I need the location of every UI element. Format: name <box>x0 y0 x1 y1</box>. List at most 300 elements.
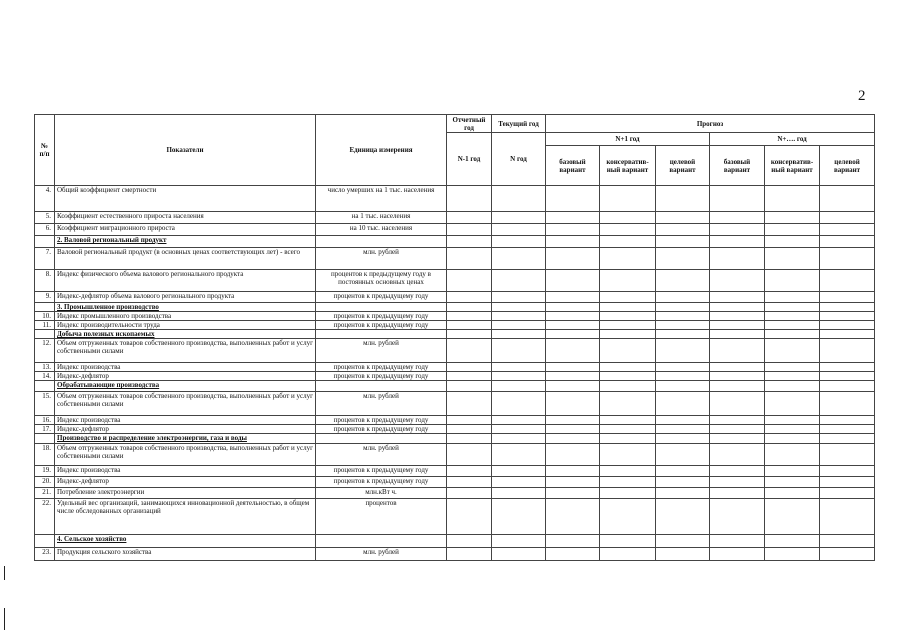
value-cell <box>820 466 875 477</box>
value-cell <box>765 321 820 330</box>
value-cell <box>710 270 765 292</box>
value-cell <box>600 499 656 535</box>
section-title: Производство и распределение электроэнергии, газа и воды <box>55 434 316 444</box>
table-row <box>35 488 875 499</box>
table-row <box>35 270 875 292</box>
value-cell <box>765 303 820 312</box>
section-row <box>35 236 875 248</box>
indicator-name: Объем отгруженных товаров собственного производства, выполненных работ и услуг собственными силами <box>55 339 316 363</box>
unit-cell: млн. рублей <box>316 548 447 561</box>
row-number: 13. <box>35 363 55 372</box>
row-number: 7. <box>35 248 55 270</box>
section-row <box>35 434 875 444</box>
value-cell <box>546 321 600 330</box>
value-cell <box>447 548 492 561</box>
table-row <box>35 292 875 303</box>
section-row <box>35 535 875 548</box>
value-cell <box>546 499 600 535</box>
row-number: 10. <box>35 312 55 321</box>
value-cell <box>492 499 546 535</box>
value-cell <box>765 270 820 292</box>
value-cell <box>492 392 546 416</box>
row-number: 18. <box>35 444 55 466</box>
header-n-plus-1: N+1 год <box>546 133 710 146</box>
value-cell <box>546 339 600 363</box>
value-cell <box>765 535 820 548</box>
table-row <box>35 425 875 434</box>
value-cell <box>765 434 820 444</box>
value-cell <box>600 392 656 416</box>
value-cell <box>492 224 546 236</box>
value-cell <box>492 535 546 548</box>
value-cell <box>492 444 546 466</box>
value-cell <box>656 248 710 270</box>
value-cell <box>600 477 656 488</box>
value-cell <box>492 372 546 381</box>
unit-cell: млн. рублей <box>316 392 447 416</box>
value-cell <box>492 186 546 212</box>
value-cell <box>546 186 600 212</box>
table-body <box>35 186 875 561</box>
section-row <box>35 330 875 339</box>
table-row <box>35 499 875 535</box>
value-cell <box>546 303 600 312</box>
value-cell <box>546 212 600 224</box>
value-cell <box>765 499 820 535</box>
value-cell <box>765 488 820 499</box>
table-row <box>35 363 875 372</box>
value-cell <box>447 236 492 248</box>
value-cell <box>820 330 875 339</box>
value-cell <box>447 212 492 224</box>
value-cell <box>492 548 546 561</box>
value-cell <box>820 381 875 392</box>
value-cell <box>656 499 710 535</box>
table-row <box>35 392 875 416</box>
value-cell <box>710 330 765 339</box>
margin-mark <box>4 566 5 580</box>
value-cell <box>600 292 656 303</box>
indicator-name: Индекс производства <box>55 416 316 425</box>
table-row <box>35 224 875 236</box>
value-cell <box>600 381 656 392</box>
value-cell <box>820 303 875 312</box>
indicator-name: Общий коэффициент смертности <box>55 186 316 212</box>
indicator-name: Потребление электроэнергии <box>55 488 316 499</box>
value-cell <box>820 477 875 488</box>
value-cell <box>820 548 875 561</box>
value-cell <box>765 248 820 270</box>
value-cell <box>765 444 820 466</box>
value-cell <box>492 312 546 321</box>
value-cell <box>820 321 875 330</box>
value-cell <box>765 224 820 236</box>
value-cell <box>710 248 765 270</box>
value-cell <box>492 270 546 292</box>
table-row <box>35 248 875 270</box>
value-cell <box>656 444 710 466</box>
value-cell <box>820 444 875 466</box>
value-cell <box>820 186 875 212</box>
table-row <box>35 186 875 212</box>
value-cell <box>656 372 710 381</box>
value-cell <box>492 466 546 477</box>
row-number: 17. <box>35 425 55 434</box>
value-cell <box>600 236 656 248</box>
value-cell <box>546 488 600 499</box>
row-number: 4. <box>35 186 55 212</box>
value-cell <box>546 330 600 339</box>
value-cell <box>492 212 546 224</box>
indicator-name: Коэффициент миграционного прироста <box>55 224 316 236</box>
value-cell <box>820 488 875 499</box>
unit-cell: число умерших на 1 тыс. населения <box>316 186 447 212</box>
header-current-year: Текущий год <box>492 115 546 133</box>
value-cell <box>600 303 656 312</box>
indicator-name: Индекс физического объема валового регионального продукта <box>55 270 316 292</box>
value-cell <box>600 416 656 425</box>
value-cell <box>765 416 820 425</box>
table-row <box>35 372 875 381</box>
row-number: 14. <box>35 372 55 381</box>
section-title: Добыча полезных ископаемых <box>55 330 316 339</box>
value-cell <box>710 535 765 548</box>
value-cell <box>600 488 656 499</box>
value-cell <box>600 548 656 561</box>
unit-cell: процентов к предыдущему году <box>316 466 447 477</box>
value-cell <box>656 212 710 224</box>
row-number: 19. <box>35 466 55 477</box>
indicator-name: Индекс производства <box>55 363 316 372</box>
value-cell <box>710 425 765 434</box>
value-cell <box>600 212 656 224</box>
value-cell <box>765 292 820 303</box>
value-cell <box>656 270 710 292</box>
value-cell <box>447 339 492 363</box>
value-cell <box>765 372 820 381</box>
value-cell <box>710 236 765 248</box>
value-cell <box>447 248 492 270</box>
unit-cell <box>316 303 447 312</box>
unit-cell <box>316 330 447 339</box>
indicator-name: Валовой региональный продукт (в основных ценах соответствующих лет) - всего <box>55 248 316 270</box>
value-cell <box>710 212 765 224</box>
value-cell <box>546 224 600 236</box>
value-cell <box>710 466 765 477</box>
value-cell <box>546 477 600 488</box>
value-cell <box>765 381 820 392</box>
value-cell <box>447 330 492 339</box>
value-cell <box>600 248 656 270</box>
value-cell <box>492 363 546 372</box>
section-title: 3. Промышленное производство <box>55 303 316 312</box>
value-cell <box>710 321 765 330</box>
value-cell <box>546 363 600 372</box>
value-cell <box>656 392 710 416</box>
row-number: 12. <box>35 339 55 363</box>
value-cell <box>546 381 600 392</box>
value-cell <box>447 363 492 372</box>
value-cell <box>546 270 600 292</box>
value-cell <box>447 535 492 548</box>
table-row <box>35 477 875 488</box>
margin-mark <box>4 608 5 630</box>
value-cell <box>820 270 875 292</box>
indicator-name: Индекс промышленного производства <box>55 312 316 321</box>
value-cell <box>600 444 656 466</box>
forecast-table <box>34 114 875 561</box>
table-row <box>35 416 875 425</box>
value-cell <box>447 466 492 477</box>
value-cell <box>492 477 546 488</box>
value-cell <box>656 416 710 425</box>
value-cell <box>820 499 875 535</box>
table-row <box>35 312 875 321</box>
value-cell <box>765 392 820 416</box>
value-cell <box>447 186 492 212</box>
header-reporting-year: Отчетный год <box>447 115 492 133</box>
value-cell <box>492 236 546 248</box>
value-cell <box>820 434 875 444</box>
row-number: 5. <box>35 212 55 224</box>
value-cell <box>820 372 875 381</box>
table-row <box>35 548 875 561</box>
value-cell <box>710 292 765 303</box>
value-cell <box>820 392 875 416</box>
value-cell <box>546 372 600 381</box>
table-row <box>35 444 875 466</box>
value-cell <box>710 548 765 561</box>
value-cell <box>765 425 820 434</box>
value-cell <box>492 330 546 339</box>
value-cell <box>546 535 600 548</box>
value-cell <box>492 248 546 270</box>
value-cell <box>765 363 820 372</box>
section-title: 2. Валовой региональный продукт <box>55 236 316 248</box>
value-cell <box>656 321 710 330</box>
value-cell <box>765 312 820 321</box>
value-cell <box>447 292 492 303</box>
value-cell <box>600 321 656 330</box>
unit-cell: млн. рублей <box>316 339 447 363</box>
row-number: 11. <box>35 321 55 330</box>
value-cell <box>656 466 710 477</box>
unit-cell: процентов к предыдущему году <box>316 372 447 381</box>
value-cell <box>447 224 492 236</box>
value-cell <box>656 292 710 303</box>
value-cell <box>546 416 600 425</box>
header-forecast: Прогноз <box>546 115 875 133</box>
row-number <box>35 330 55 339</box>
value-cell <box>447 312 492 321</box>
value-cell <box>546 425 600 434</box>
value-cell <box>656 535 710 548</box>
value-cell <box>656 425 710 434</box>
value-cell <box>656 381 710 392</box>
value-cell <box>600 535 656 548</box>
row-number: 6. <box>35 224 55 236</box>
header-indicator: Показатели <box>55 115 316 186</box>
value-cell <box>710 444 765 466</box>
section-row <box>35 303 875 312</box>
value-cell <box>710 434 765 444</box>
value-cell <box>710 392 765 416</box>
unit-cell: процентов к предыдущему году <box>316 416 447 425</box>
value-cell <box>447 434 492 444</box>
value-cell <box>600 363 656 372</box>
row-number: 21. <box>35 488 55 499</box>
value-cell <box>492 434 546 444</box>
value-cell <box>447 303 492 312</box>
value-cell <box>765 548 820 561</box>
row-number: 9. <box>35 292 55 303</box>
value-cell <box>600 186 656 212</box>
value-cell <box>600 339 656 363</box>
value-cell <box>447 416 492 425</box>
value-cell <box>656 303 710 312</box>
value-cell <box>710 312 765 321</box>
value-cell <box>492 303 546 312</box>
value-cell <box>820 535 875 548</box>
value-cell <box>656 224 710 236</box>
value-cell <box>492 321 546 330</box>
indicator-name: Удельный вес организаций, занимающихся инновационной деятельностью, в общем числе обследованных организаций <box>55 499 316 535</box>
value-cell <box>820 224 875 236</box>
unit-cell: на 1 тыс. населения <box>316 212 447 224</box>
header-n-minus-1: N-1 год <box>447 133 492 186</box>
indicator-name: Индекс производительности труда <box>55 321 316 330</box>
row-number <box>35 535 55 548</box>
indicator-name: Индекс-дефлятор <box>55 372 316 381</box>
value-cell <box>765 186 820 212</box>
header-conservative: консерватив-ный вариант <box>600 146 656 186</box>
value-cell <box>447 372 492 381</box>
unit-cell <box>316 381 447 392</box>
value-cell <box>656 186 710 212</box>
value-cell <box>656 477 710 488</box>
value-cell <box>656 488 710 499</box>
value-cell <box>546 444 600 466</box>
value-cell <box>765 339 820 363</box>
value-cell <box>600 372 656 381</box>
value-cell <box>710 224 765 236</box>
value-cell <box>492 416 546 425</box>
row-number: 22. <box>35 499 55 535</box>
value-cell <box>492 425 546 434</box>
header-base: базовый вариант <box>710 146 765 186</box>
value-cell <box>600 224 656 236</box>
indicator-name: Объем отгруженных товаров собственного производства, выполненных работ и услуг собственными силами <box>55 392 316 416</box>
value-cell <box>546 312 600 321</box>
value-cell <box>820 363 875 372</box>
unit-cell <box>316 535 447 548</box>
value-cell <box>820 339 875 363</box>
unit-cell <box>316 236 447 248</box>
page-number: 2 <box>858 88 866 104</box>
value-cell <box>710 381 765 392</box>
value-cell <box>447 381 492 392</box>
value-cell <box>546 292 600 303</box>
row-number: 15. <box>35 392 55 416</box>
value-cell <box>447 444 492 466</box>
unit-cell: млн.кВт ч. <box>316 488 447 499</box>
indicator-name: Индекс-дефлятор <box>55 477 316 488</box>
indicator-name: Коэффициент естественного прироста населения <box>55 212 316 224</box>
row-number <box>35 434 55 444</box>
unit-cell: на 10 тыс. населения <box>316 224 447 236</box>
row-number <box>35 381 55 392</box>
value-cell <box>656 312 710 321</box>
value-cell <box>546 434 600 444</box>
row-number: 16. <box>35 416 55 425</box>
section-title: Обрабатывающие производства <box>55 381 316 392</box>
value-cell <box>546 548 600 561</box>
value-cell <box>600 312 656 321</box>
value-cell <box>546 236 600 248</box>
unit-cell: процентов к предыдущему году в постоянных основных ценах <box>316 270 447 292</box>
section-row <box>35 381 875 392</box>
value-cell <box>656 339 710 363</box>
value-cell <box>710 477 765 488</box>
value-cell <box>656 548 710 561</box>
value-cell <box>600 270 656 292</box>
value-cell <box>765 212 820 224</box>
value-cell <box>765 330 820 339</box>
value-cell <box>546 392 600 416</box>
value-cell <box>820 212 875 224</box>
unit-cell: процентов к предыдущему году <box>316 312 447 321</box>
indicator-name: Объем отгруженных товаров собственного производства, выполненных работ и услуг собственными силами <box>55 444 316 466</box>
indicator-name: Индекс-дефлятор объема валового регионального продукта <box>55 292 316 303</box>
row-number: 20. <box>35 477 55 488</box>
value-cell <box>820 248 875 270</box>
unit-cell: млн. рублей <box>316 248 447 270</box>
table-row <box>35 339 875 363</box>
value-cell <box>546 248 600 270</box>
value-cell <box>656 363 710 372</box>
value-cell <box>820 236 875 248</box>
value-cell <box>710 416 765 425</box>
row-number <box>35 236 55 248</box>
value-cell <box>710 339 765 363</box>
value-cell <box>710 488 765 499</box>
value-cell <box>765 236 820 248</box>
value-cell <box>765 466 820 477</box>
value-cell <box>546 466 600 477</box>
value-cell <box>820 416 875 425</box>
unit-cell: процентов к предыдущему году <box>316 321 447 330</box>
header-n-year: N год <box>492 133 546 186</box>
value-cell <box>710 372 765 381</box>
table-row <box>35 466 875 477</box>
unit-cell <box>316 434 447 444</box>
row-number: 23. <box>35 548 55 561</box>
value-cell <box>710 186 765 212</box>
value-cell <box>447 425 492 434</box>
value-cell <box>656 236 710 248</box>
header-n-plus-dots: N+…. год <box>710 133 875 146</box>
value-cell <box>600 466 656 477</box>
value-cell <box>710 303 765 312</box>
value-cell <box>447 321 492 330</box>
row-number: 8. <box>35 270 55 292</box>
table-row <box>35 321 875 330</box>
value-cell <box>600 425 656 434</box>
value-cell <box>656 330 710 339</box>
value-cell <box>710 363 765 372</box>
unit-cell: процентов к предыдущему году <box>316 292 447 303</box>
value-cell <box>492 339 546 363</box>
